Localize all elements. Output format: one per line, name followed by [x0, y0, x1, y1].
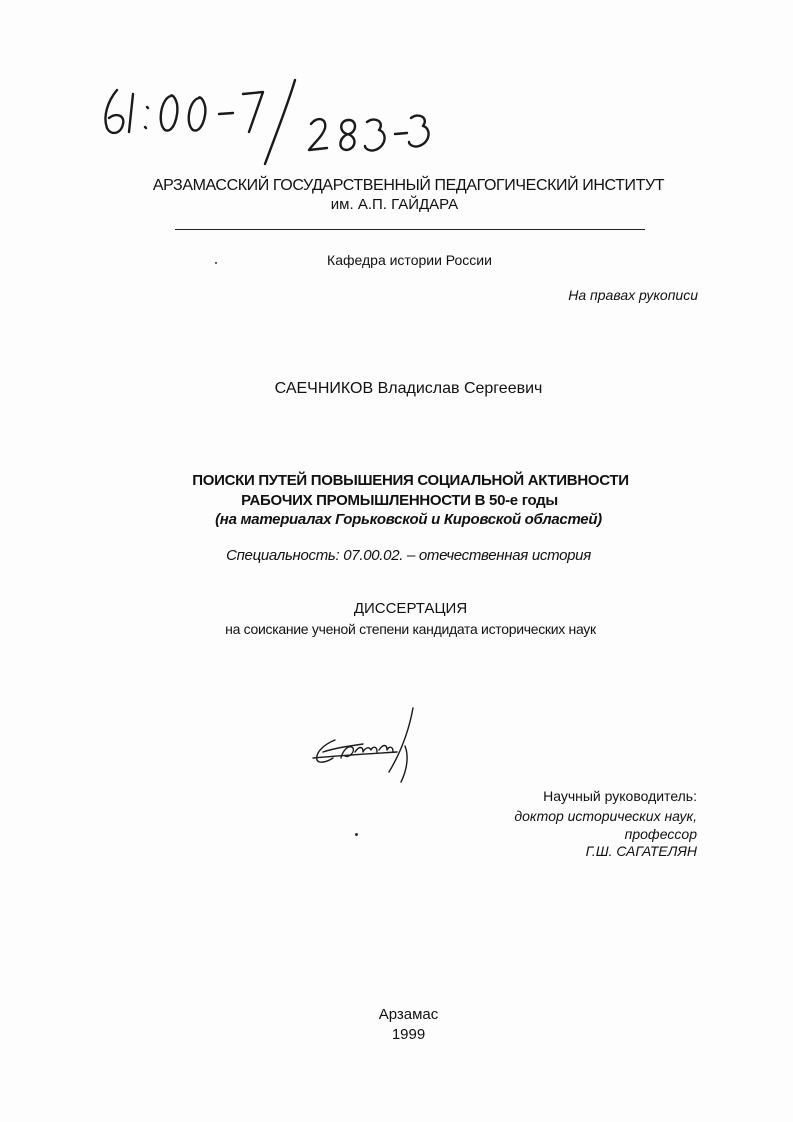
- city: Арзамас: [378, 1006, 439, 1023]
- institution-name: АРЗАМАССКИЙ ГОСУДАРСТВЕННЫЙ ПЕДАГОГИЧЕСКИЙ ИНСТИТУТ: [152, 177, 665, 194]
- supervisor-rank: профессор: [624, 826, 697, 842]
- supervisor-degree: доктор исторических наук,: [514, 808, 697, 824]
- title-line-2: РАБОЧИХ ПРОМЫШЛЕННОСТИ В 50-е годы: [241, 492, 558, 509]
- institution-named-after: им. А.П. ГАЙДАРА: [330, 196, 459, 213]
- title-line-3: (на материалах Горьковской и Кировской областей): [215, 511, 602, 528]
- speciality: Специальность: 07.00.02. – отечественная история: [226, 547, 591, 564]
- manuscript-note: На правах рукописи: [568, 287, 698, 303]
- degree-sought: на соискание ученой степени кандидата исторических наук: [225, 621, 596, 637]
- supervisor-label: Научный руководитель:: [543, 788, 697, 804]
- supervisor-name: Г.Ш. САГАТЕЛЯН: [585, 843, 697, 859]
- author-signature: [305, 700, 425, 785]
- author-name: САЕЧНИКОВ Владислав Сергеевич: [274, 380, 543, 397]
- handwritten-archive-code: [95, 72, 435, 167]
- department: Кафедра истории России: [327, 252, 492, 268]
- work-type: ДИССЕРТАЦИЯ: [353, 600, 468, 617]
- title-line-1: ПОИСКИ ПУТЕЙ ПОВЫШЕНИЯ СОЦИАЛЬНОЙ АКТИВНОСТИ: [192, 472, 629, 489]
- year: 1999: [391, 1026, 426, 1043]
- header-divider: [175, 229, 645, 230]
- scan-speck: [355, 833, 358, 836]
